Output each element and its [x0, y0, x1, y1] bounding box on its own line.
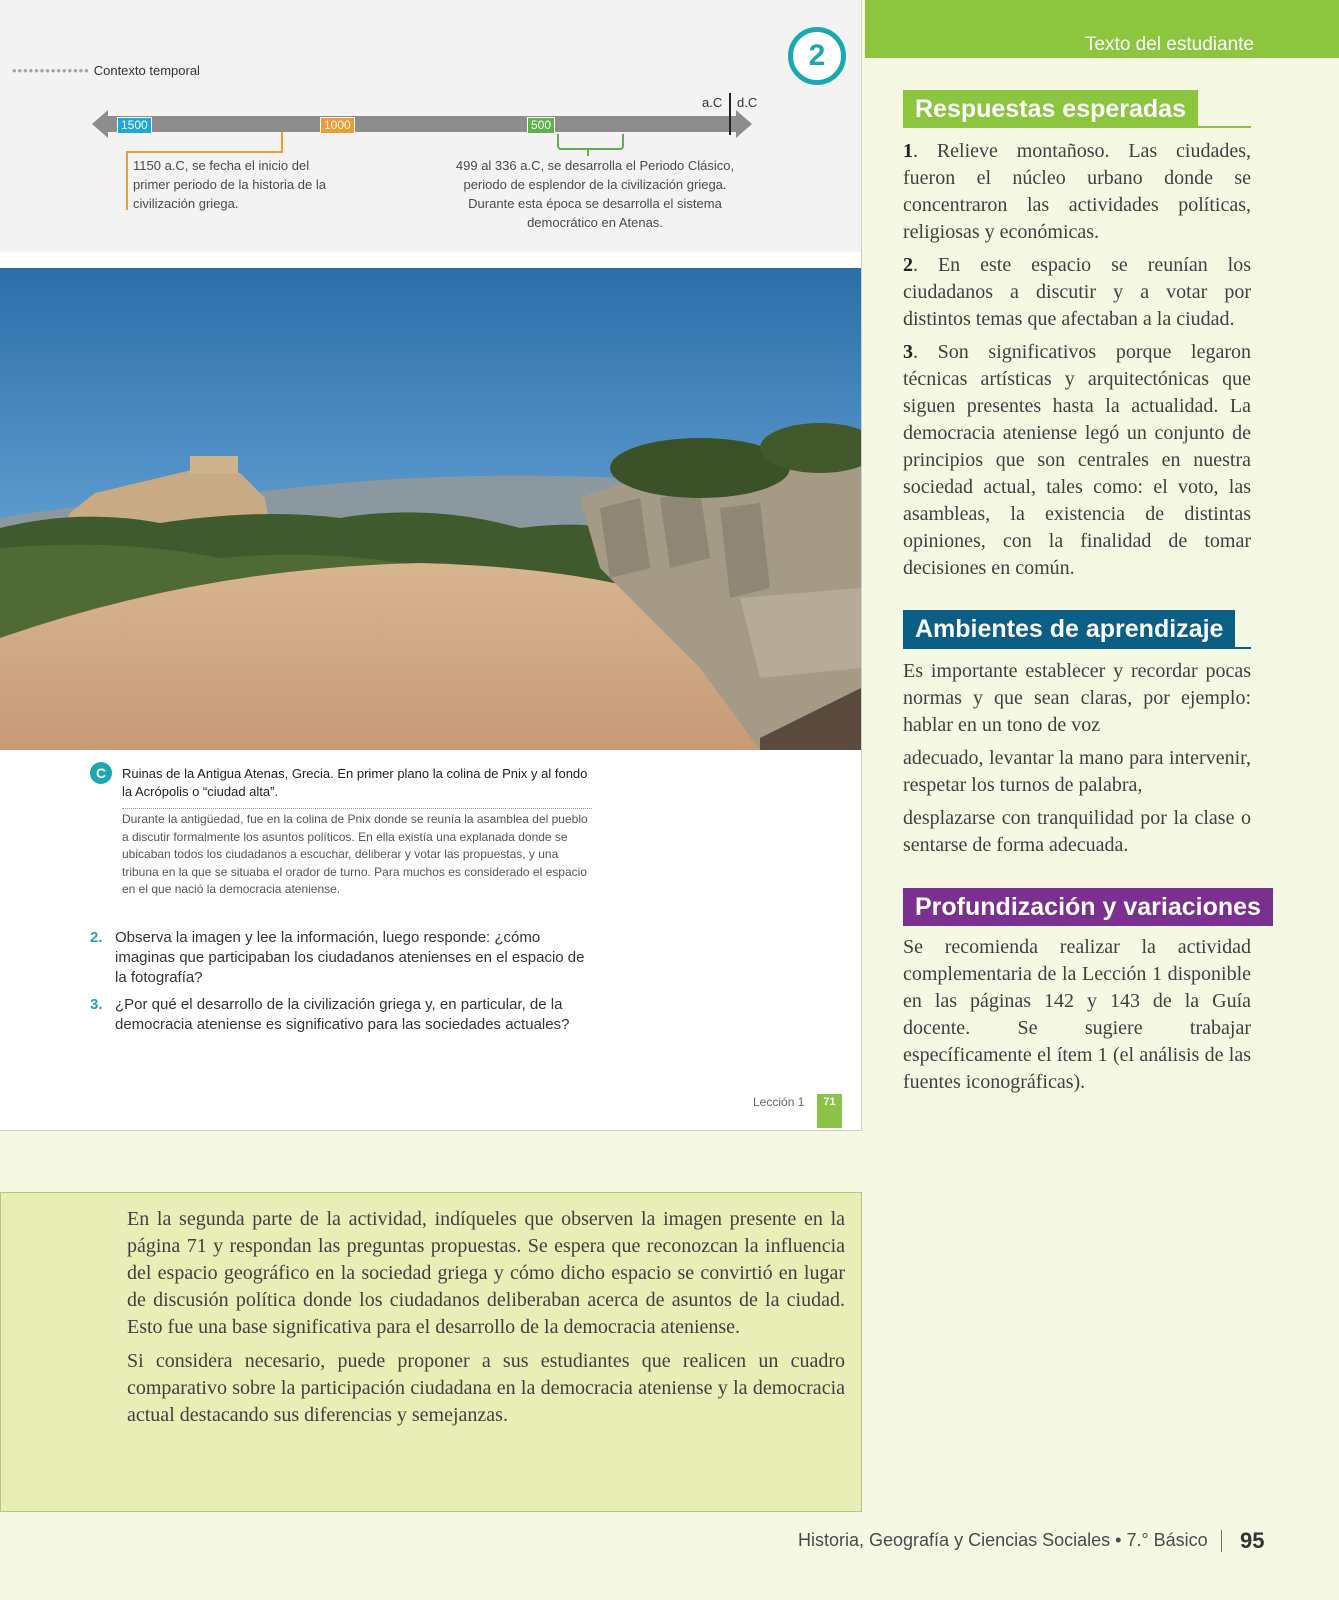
profundizacion-paragraph: Se recomienda realizar la actividad complementaria de la Lección 1 disponible en las páginas 142 y 143 de la Guía docente. Se sugiere trabajar específicamente el ítem 1 (el análisis de las fuentes iconográficas).: [903, 936, 1251, 1093]
section-rule: [903, 126, 1251, 128]
era-after-label: d.C: [737, 95, 758, 110]
footer-subject: Historia, Geografía y Ciencias Sociales • 7.° Básico: [798, 1530, 1208, 1550]
footer-divider: [1221, 1530, 1222, 1552]
section-heading-profundizacion: Profundización y variaciones: [903, 888, 1273, 926]
answer-item: 2. En este espacio se reunían los ciudadanos a discutir y a votar por distintos temas que afectaban a la ciudad.: [903, 254, 1251, 330]
timeline-arrow-right: [736, 110, 752, 138]
answer-item: 1. Relieve montañoso. Las ciudades, fueron el núcleo urbano donde se concentraron las actividades políticas, religiosas y económicas.: [903, 140, 1251, 243]
timeline-label-1000: 1000: [320, 117, 355, 134]
timeline-pointer: [126, 151, 283, 153]
timeline-pointer: [281, 132, 283, 152]
timeline-note-left: 1150 a.C, se fecha el inicio del primer periodo de la historia de la civilización griega.: [133, 158, 326, 211]
answer-item: 3. Son significativos porque legaron técnicas artísticas y arquitectónicas que siguen presentes hasta la actualidad. La democracia ateniense legó un conjunto de principios que son centrales en nuestra sociedad actual, tales como: el voto, las asambleas, la existencia de distintas opiniones, con la finalidad de tomar decisiones en común.: [903, 341, 1251, 579]
footer-page-number: 95: [1240, 1528, 1265, 1553]
era-before-label: a.C: [702, 95, 723, 110]
timeline-pointer: [126, 151, 128, 210]
section-rule: [903, 647, 1251, 649]
ambientes-paragraph: desplazarse con tranquilidad por la clase o sentarse de forma adecuada.: [903, 807, 1251, 856]
question-number: 2.: [90, 929, 103, 946]
caption-badge: C: [90, 762, 112, 784]
caption-body: Durante la antigüedad, fue en la colina de Pnix donde se reunía la asamblea del pueblo a discutir formalmente los asuntos políticos. En ella existía una explanada donde se ubicaban todos los ciudadanos a escuchar, deliberar y votar las propuestas, y una tribuna en la que se situaba el orador de turno. Para muchos es considerado el espacio en el que nació la democracia ateniense.: [122, 812, 588, 896]
question-2: [90, 928, 600, 988]
timeline-range-brace: [587, 148, 589, 156]
caption-title: Ruinas de la Antigua Atenas, Grecia. En primer plano la colina de Pnix y al fondo la Acrópolis o “ciudad alta”.: [122, 766, 588, 799]
question-3: [90, 995, 600, 1035]
ambientes-text: [903, 658, 1251, 865]
timeline-label-500: 500: [527, 117, 555, 134]
timeline-note-right: 499 al 336 a.C, se desarrolla el Periodo Clásico, periodo de esplendor de la civilización griega. Durante esta época se desarrolla el sistema democrático en Atenas.: [455, 158, 735, 230]
section-heading-respuestas: Respuestas esperadas: [903, 90, 1198, 128]
profundizacion-text: [903, 934, 1251, 1102]
activity-paragraph: En la segunda parte de la actividad, indíqueles que observen la imagen presente en la página 71 y respondan las preguntas propuestas. Se espera que reconozcan la influencia del espacio geográfico en la sociedad griega y cómo dicho espacio se convirtió en lugar de discusión política donde los ciudadanos deliberaban acerca de asuntos de la ciudad. Esto fue una base significativa para el desarrollo de la democracia ateniense.: [127, 1208, 845, 1338]
timeline-zero-marker: [729, 93, 731, 135]
question-number: 3.: [90, 996, 103, 1013]
timeline-section: [0, 0, 861, 252]
lesson-label: Lección 1: [753, 1095, 805, 1109]
student-book-page: [0, 0, 862, 1131]
activity-paragraph: Si considera necesario, puede proponer a sus estudiantes que realicen un cuadro comparativo sobre la participación ciudadana en la democracia ateniense y la democracia actual destacando sus diferencias y semejanzas.: [127, 1350, 845, 1426]
caption-divider: [122, 808, 592, 809]
timeline-range-brace: [557, 134, 624, 150]
section-heading-ambientes: Ambientes de aprendizaje: [903, 610, 1235, 648]
top-banner: [865, 0, 1339, 58]
context-label: •••••••••••••• Contexto temporal: [12, 63, 200, 78]
respuestas-list: [903, 138, 1251, 588]
timeline-label-1500: 1500: [117, 117, 152, 134]
section-rule: [903, 924, 1251, 926]
question-text: ¿Por qué el desarrollo de la civilización griega y, en particular, de la democracia ateniense es significativo para las sociedades actuales?: [115, 996, 570, 1033]
ambientes-paragraph: adecuado, levantar la mano para intervenir, respetar los turnos de palabra,: [903, 747, 1251, 796]
activity-notes-text: [127, 1206, 845, 1436]
question-text: Observa la imagen y lee la información, luego responde: ¿cómo imaginas que participaban los ciudadanos atenienses en el espacio de la fotografía?: [115, 929, 585, 986]
unit-badge: 2: [788, 27, 846, 85]
timeline-bar: [105, 116, 737, 132]
banner-title: Texto del estudiante: [1084, 34, 1254, 55]
book-page-number: 71: [817, 1094, 842, 1128]
ambientes-paragraph: Es importante establecer y recordar pocas normas y que sean claras, por ejemplo: hablar en un tono de voz: [903, 660, 1251, 736]
athens-pnyx-photo: [0, 268, 861, 750]
